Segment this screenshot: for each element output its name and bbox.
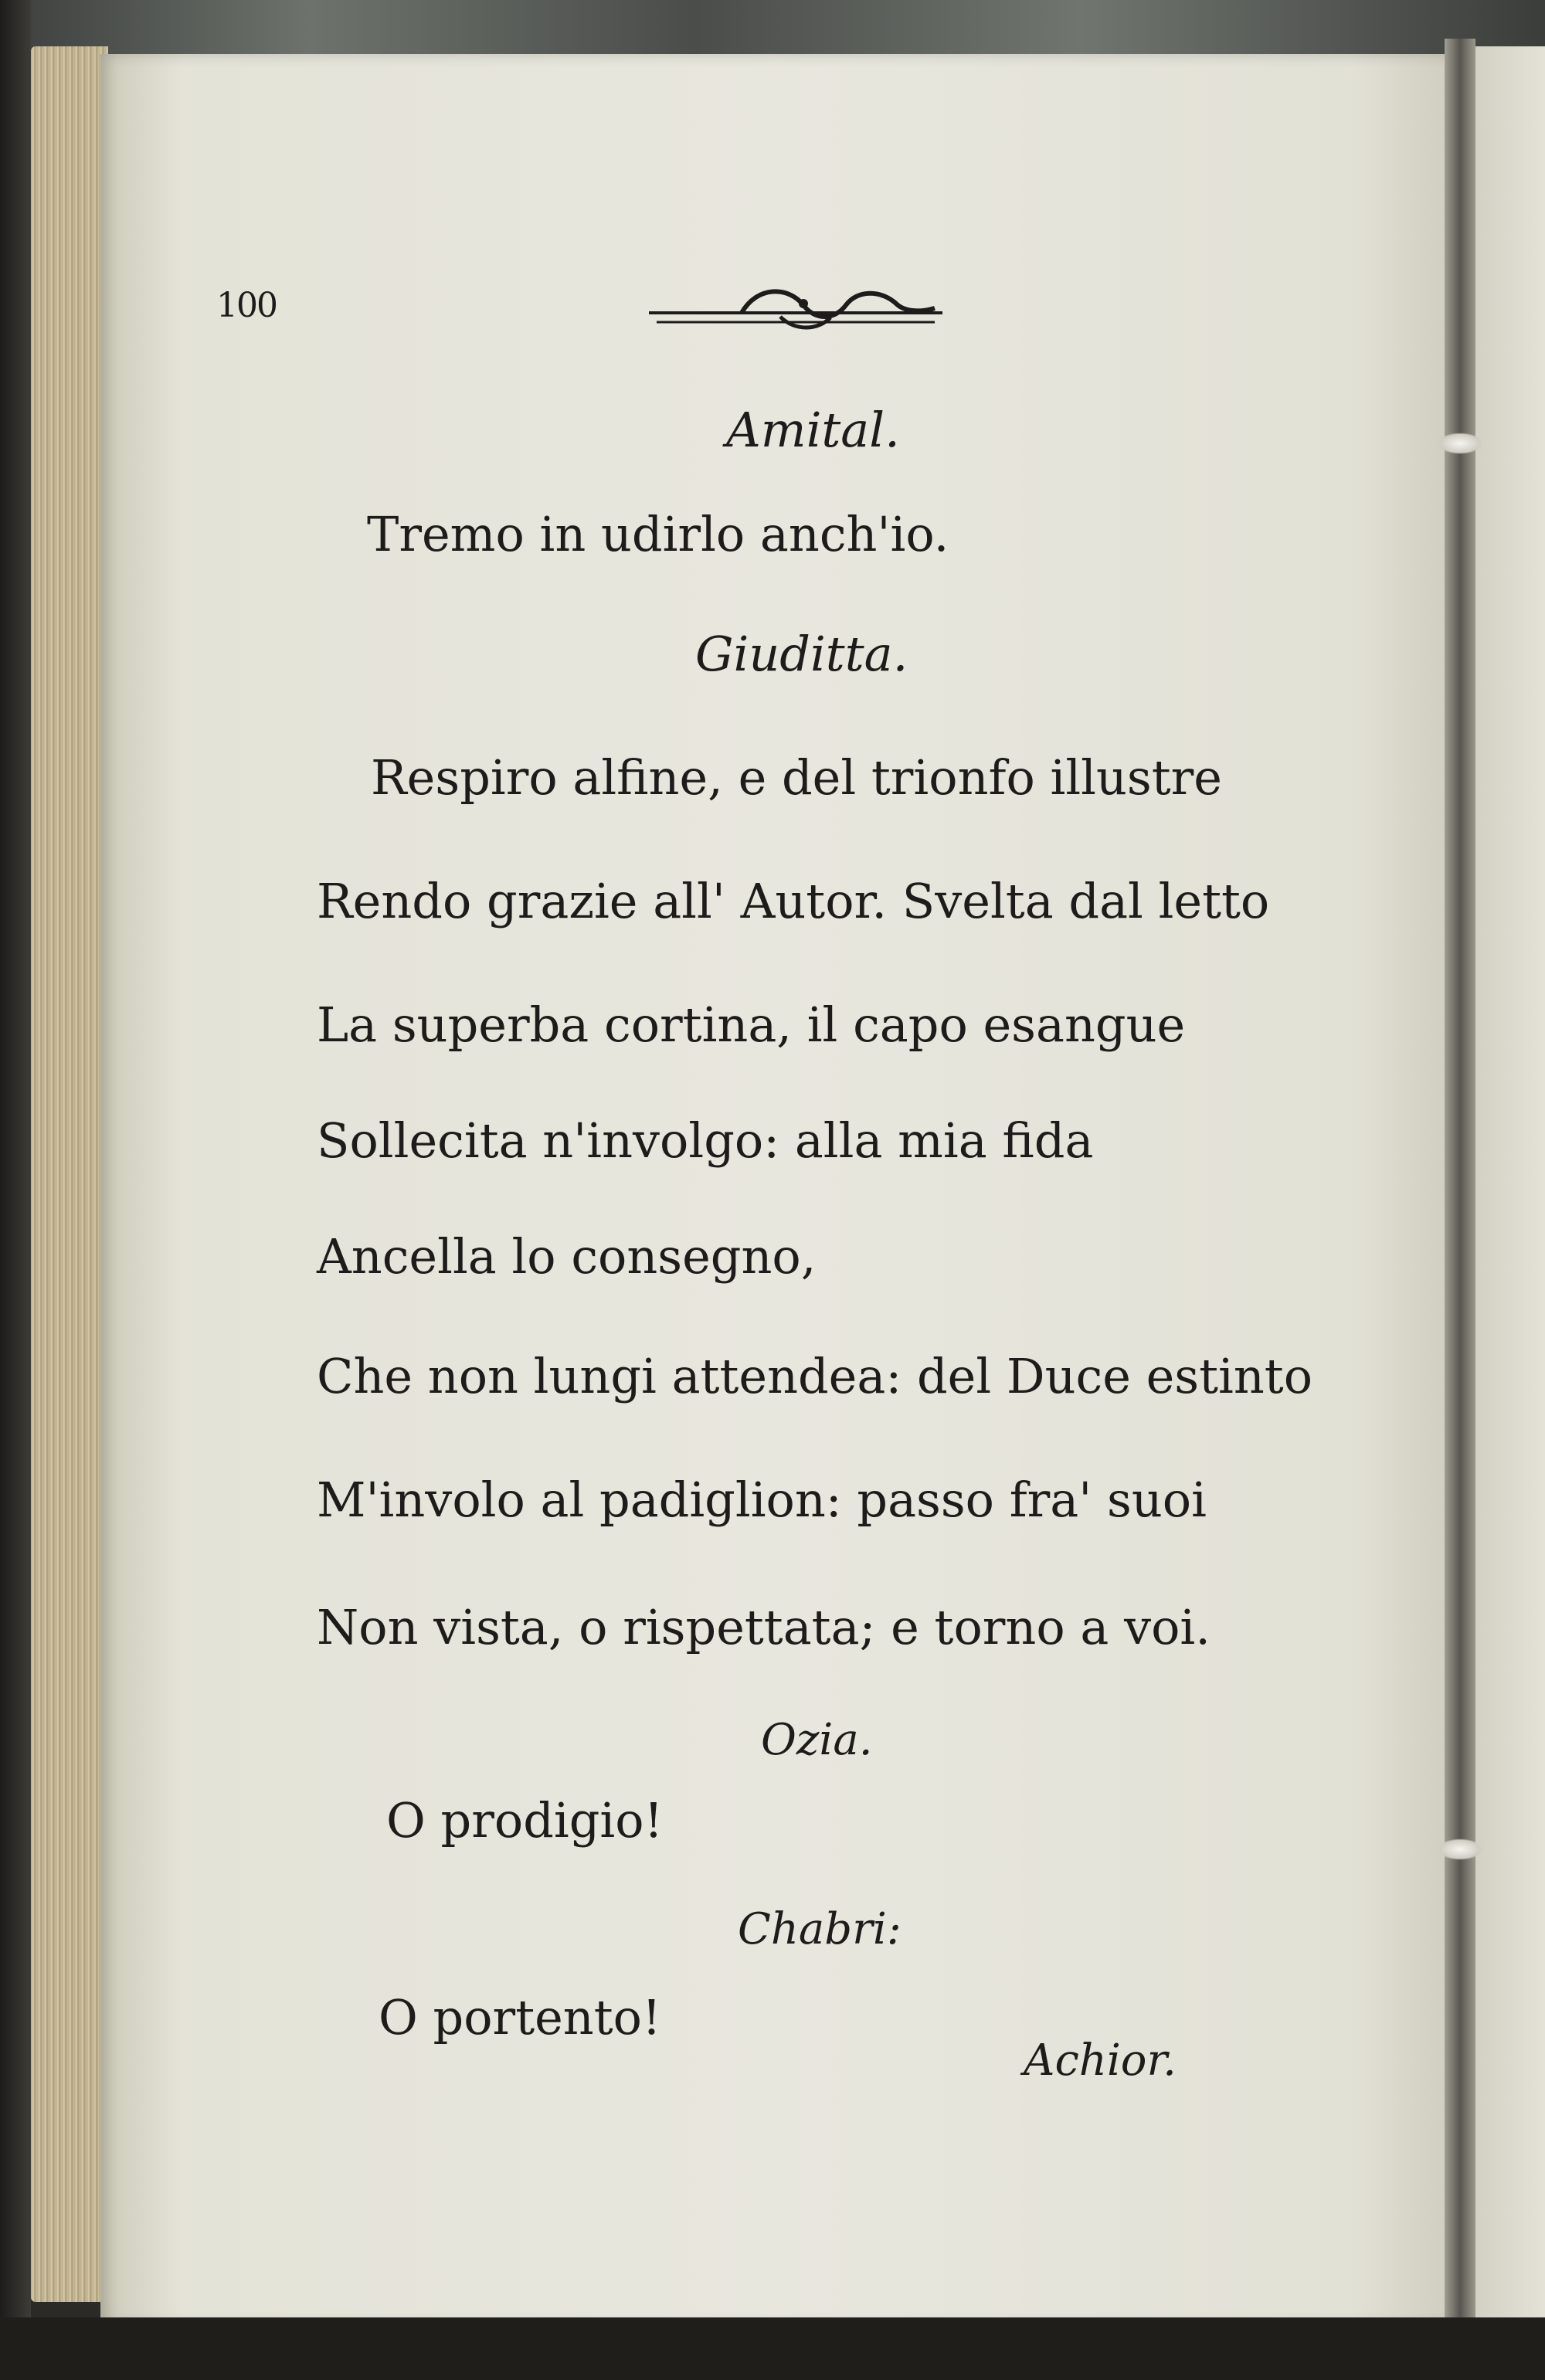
- verse-line: Respiro alfine, e del trionfo illustre: [371, 749, 1222, 806]
- facing-page-edge: [1475, 46, 1545, 2333]
- page-edges: [31, 46, 108, 2302]
- speaker-label: Giuditta.: [695, 626, 908, 682]
- verse-line: Rendo grazie all' Autor. Svelta dal letto: [317, 873, 1270, 929]
- catchword-speaker-label: Achior.: [1024, 2035, 1177, 2086]
- ornament-icon: [649, 282, 958, 344]
- page-number: 100: [216, 286, 277, 325]
- speaker-label: Chabri:: [738, 1904, 902, 1954]
- verse-line: La superba cortina, il capo esangue: [317, 996, 1186, 1053]
- speaker-label: Amital.: [726, 402, 900, 458]
- background-surface: [0, 2317, 1545, 2380]
- book-gutter: [1445, 39, 1475, 2325]
- verse-line: O portento!: [379, 1989, 661, 2046]
- book-cover: [0, 0, 1545, 54]
- verse-line: Non vista, o rispettata; e torno a voi.: [317, 1599, 1211, 1655]
- verse-line: M'involo al padiglion: passo fra' suoi: [317, 1472, 1207, 1528]
- page-clip-bottom: [1437, 1838, 1483, 1860]
- verse-line: O prodigio!: [386, 1792, 664, 1849]
- verse-line: Ancella lo consegno,: [317, 1228, 817, 1285]
- verse-line: Tremo in udirlo anch'io.: [367, 506, 949, 562]
- verse-line: Sollecita n'involgo: alla mia fida: [317, 1112, 1094, 1169]
- verse-line: Che non lungi attendea: del Duce estinto: [317, 1348, 1313, 1404]
- book-page: [100, 54, 1460, 2325]
- cover-edge: [0, 0, 31, 2380]
- page-clip-top: [1437, 433, 1483, 454]
- speaker-label: Ozia.: [761, 1715, 873, 1765]
